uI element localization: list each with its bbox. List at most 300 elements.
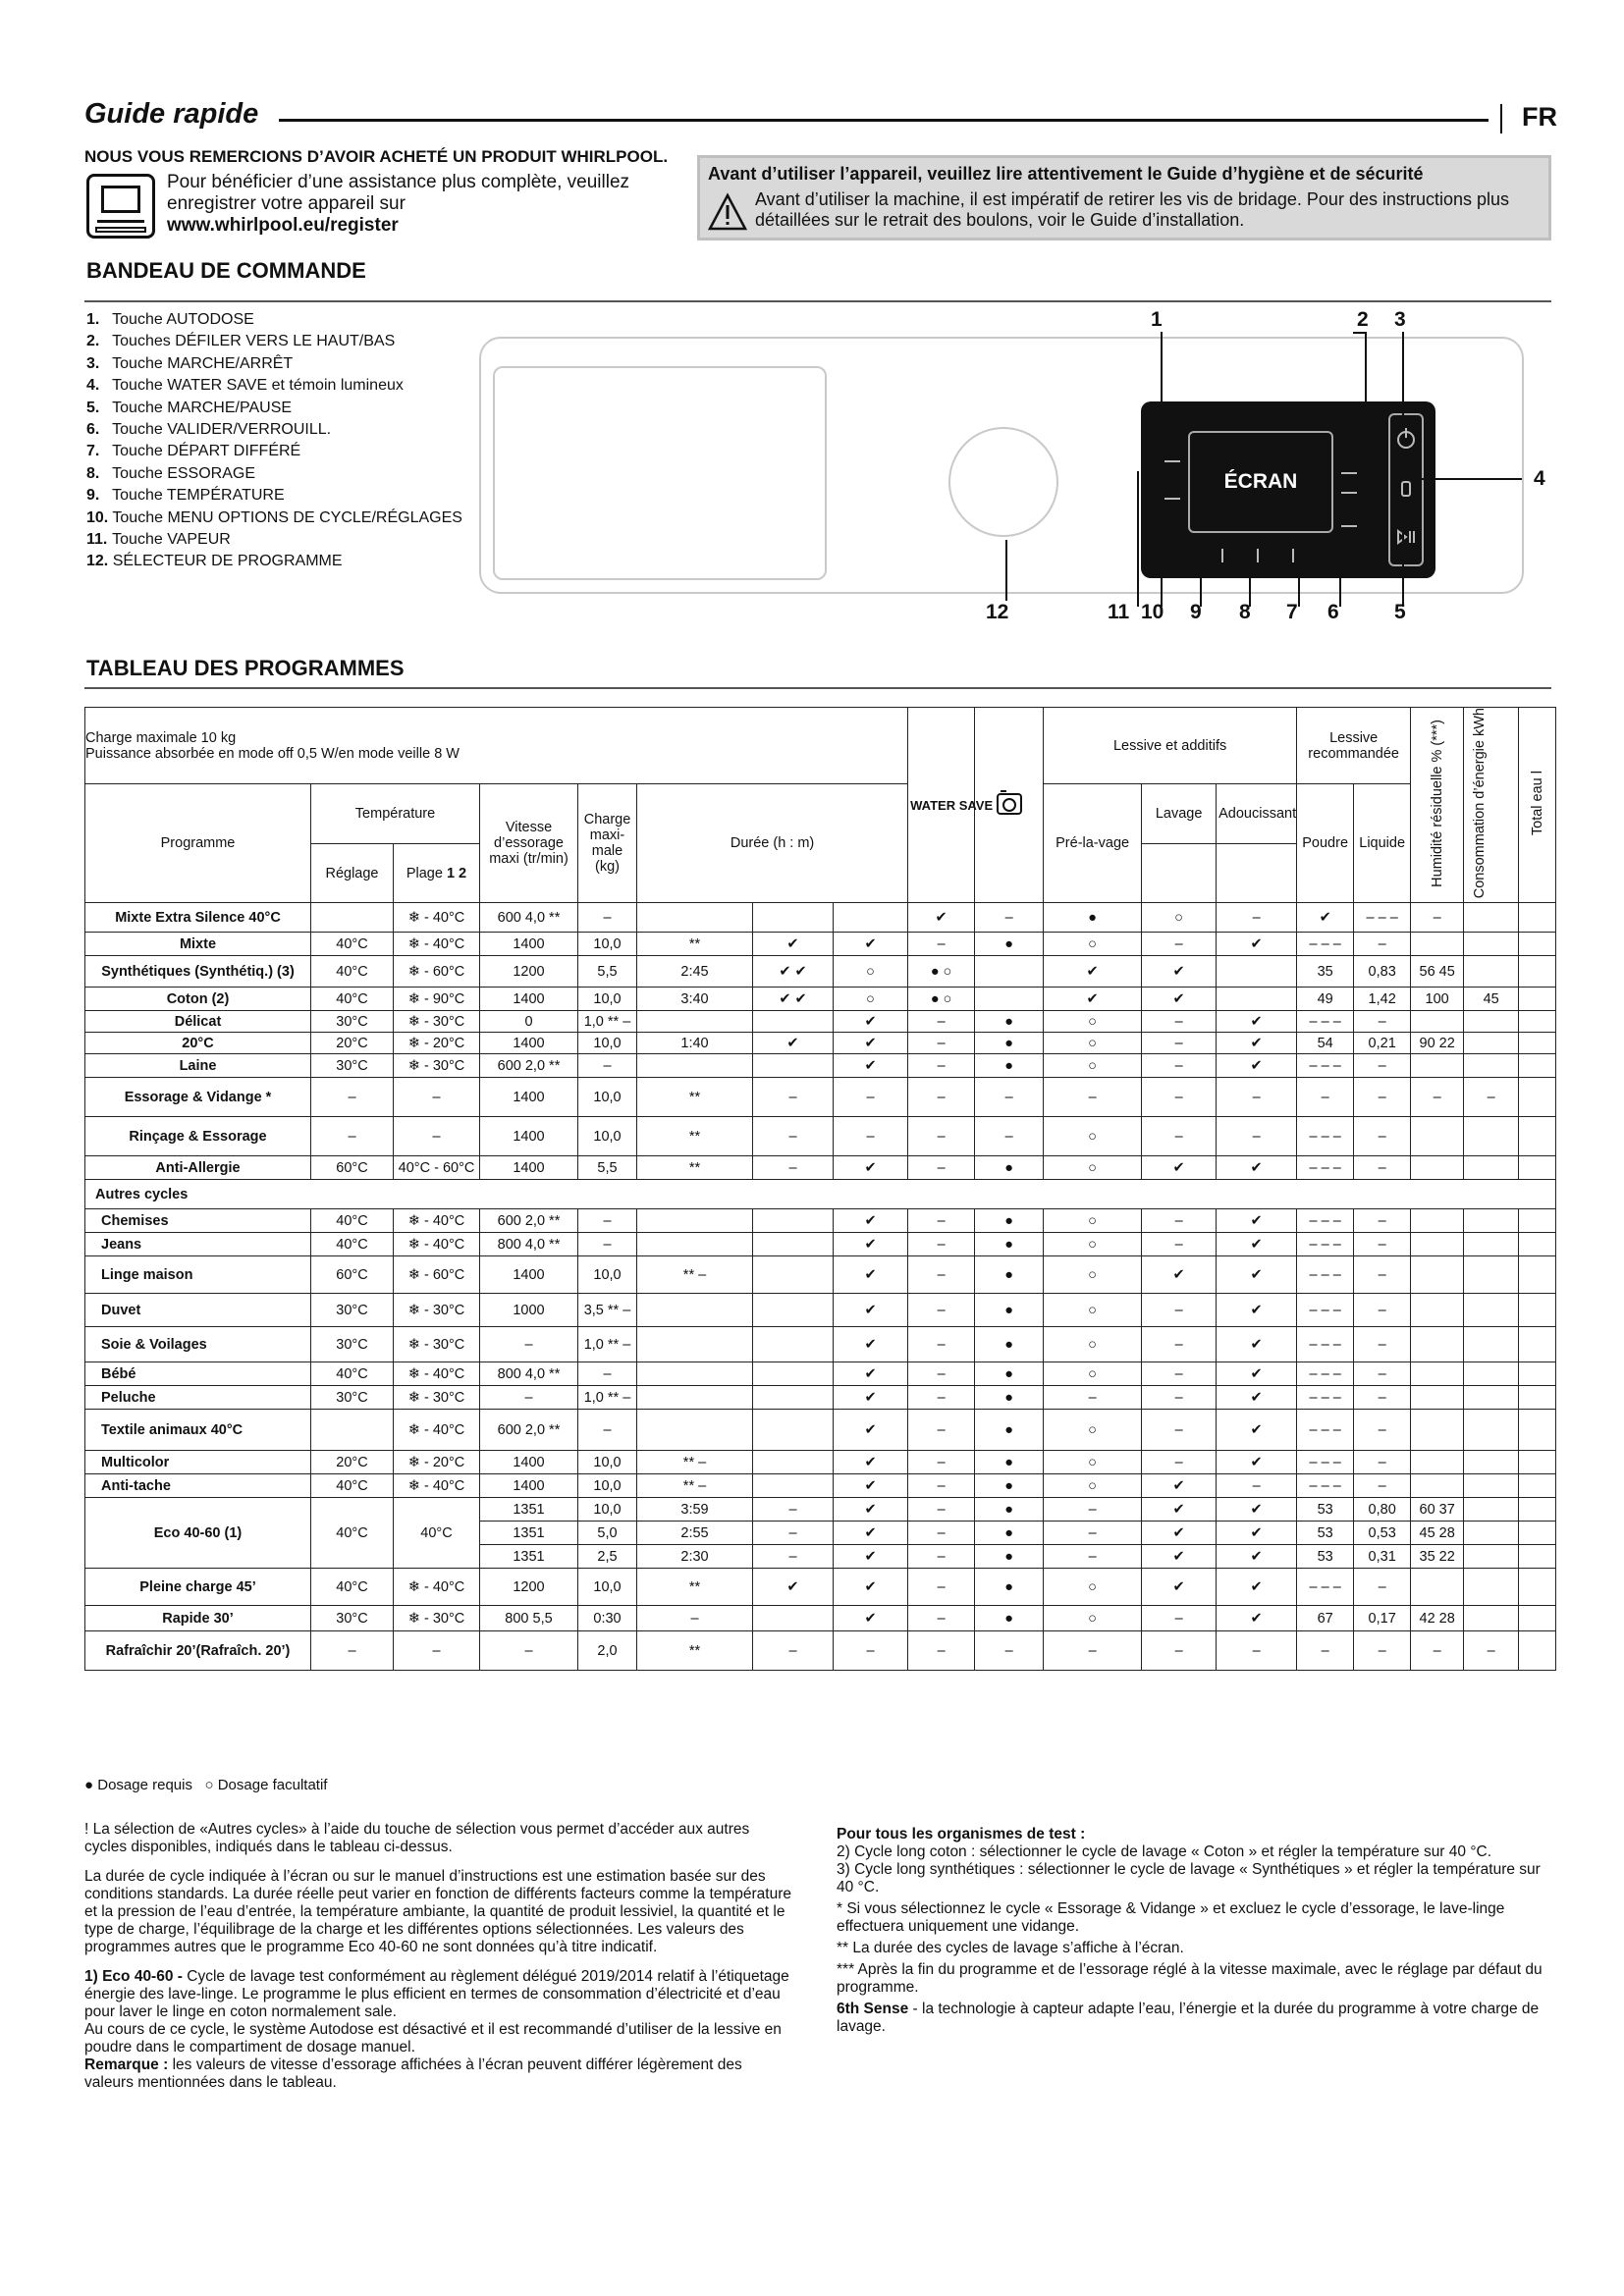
table-cell: 40°C <box>311 1209 394 1233</box>
table-cell: – <box>1354 1451 1411 1474</box>
table-cell: – <box>1354 1117 1411 1156</box>
table-row <box>85 1033 1556 1054</box>
table-cell <box>1411 1569 1464 1606</box>
autodose-key[interactable] <box>1164 460 1180 462</box>
table-cell: ** <box>637 1117 753 1156</box>
table-cell: 10,0 <box>578 988 637 1011</box>
table-cell: 3:59 <box>637 1498 753 1522</box>
table-cell: – <box>908 1294 975 1327</box>
table-row <box>85 1209 1556 1233</box>
notes-right <box>837 1826 1553 2048</box>
table-cell: 1400 <box>480 1033 578 1054</box>
warning-title: Avant d’utiliser l’appareil, veuillez lire attentivement le Guide d’hygiène et de sécurité <box>708 164 1424 184</box>
table-cell <box>1464 1410 1519 1451</box>
table-cell <box>1411 1362 1464 1386</box>
temperature-key[interactable] <box>1221 549 1223 562</box>
table-cell: ○ <box>1044 1606 1142 1631</box>
table-cell: – <box>1217 1474 1297 1498</box>
table-cell <box>1464 933 1519 956</box>
programs-table-body <box>85 903 1556 1671</box>
table-cell <box>637 903 753 933</box>
table-cell: ✔ <box>1217 1606 1297 1631</box>
table-cell: ○ <box>1044 933 1142 956</box>
table-cell: ○ <box>1044 1156 1142 1180</box>
water-save-header: WATER SAVE <box>908 708 975 903</box>
page-header <box>84 98 1557 141</box>
table-cell <box>1519 1606 1556 1631</box>
table-cell <box>1411 1256 1464 1294</box>
table-cell: – <box>975 1117 1044 1156</box>
register-url-link[interactable]: www.whirlpool.eu/register <box>167 215 399 236</box>
table-cell: 0,80 <box>1354 1498 1411 1522</box>
table-cell: ✔ <box>834 1156 908 1180</box>
table-cell: 0,31 <box>1354 1545 1411 1569</box>
table-cell: ● <box>975 1606 1044 1631</box>
callout-3: 3 <box>1394 308 1406 331</box>
table-cell: – <box>1142 1078 1217 1117</box>
table-cell: – <box>908 1117 975 1156</box>
table-cell <box>753 1233 834 1256</box>
washer-front-drawing <box>479 337 1524 594</box>
callout-6: 6 <box>1327 601 1339 623</box>
table-cell: ● <box>975 1386 1044 1410</box>
table-cell <box>1411 1011 1464 1033</box>
table-row <box>85 1327 1556 1362</box>
table-cell <box>637 1233 753 1256</box>
table-cell <box>1464 1256 1519 1294</box>
table-cell <box>1411 1054 1464 1078</box>
control-list-item: 6. Touche VALIDER/VERROUILL. <box>86 421 332 439</box>
table-cell: 600 2,0 ** <box>480 1209 578 1233</box>
table-cell <box>753 1606 834 1631</box>
table-cell: ○ <box>1044 1451 1142 1474</box>
callout-5: 5 <box>1394 601 1406 623</box>
table-cell <box>1464 1011 1519 1033</box>
table-cell: 0,53 <box>1354 1522 1411 1545</box>
table-cell: – <box>908 1209 975 1233</box>
table-cell: ✔ <box>1217 1569 1297 1606</box>
table-cell: – <box>1142 1386 1217 1410</box>
programs-title: TABLEAU DES PROGRAMMES <box>86 656 405 680</box>
table-cell: ● <box>975 1569 1044 1606</box>
table-cell <box>753 1054 834 1078</box>
table-cell: ✔ <box>1297 903 1354 933</box>
table-cell: 800 5,5 <box>480 1606 578 1631</box>
table-cell: 53 <box>1297 1498 1354 1522</box>
table-cell: – <box>1354 1011 1411 1033</box>
lessive-recommandee-header: Lessive recommandée <box>1297 708 1411 784</box>
table-cell: – <box>1217 1078 1297 1117</box>
language-code: FR <box>1522 102 1557 132</box>
table-cell: 1400 <box>480 1451 578 1474</box>
table-cell <box>637 1011 753 1033</box>
table-cell: – <box>1044 1386 1142 1410</box>
note-autres-cycles: ! La sélection de «Autres cycles» à l’aide du touche de sélection vous permet d’accéder aux autres cycles disponibles, indiqués dans le tableau ci-dessus. <box>84 1821 750 1855</box>
program-name: Soie & Voilages <box>85 1327 311 1362</box>
table-cell: – <box>1142 1054 1217 1078</box>
table-cell: – <box>908 1054 975 1078</box>
control-list-item: 12. SÉLECTEUR DE PROGRAMME <box>86 553 343 570</box>
table-cell <box>1464 1606 1519 1631</box>
table-cell: ✔ <box>1142 988 1217 1011</box>
table-cell: 1,0 ** – <box>578 1327 637 1362</box>
table-row <box>85 903 1556 933</box>
note-6th-sense: 6th Sense - la technologie à capteur adapte l’eau, l’énergie et la durée du programme à votre charge de lavage. <box>837 2001 1540 2035</box>
table-cell <box>1519 933 1556 956</box>
control-list-item: 2. Touches DÉFILER VERS LE HAUT/BAS <box>86 333 396 350</box>
table-cell: ○ <box>1142 903 1217 933</box>
table-cell <box>1411 1233 1464 1256</box>
table-cell: – <box>1044 1522 1142 1545</box>
control-list-item: 5. Touche MARCHE/PAUSE <box>86 399 293 416</box>
table-cell <box>637 1294 753 1327</box>
register-block <box>84 170 674 243</box>
table-cell: 1400 <box>480 988 578 1011</box>
table-info: Charge maximale 10 kg Puissance absorbée en mode off 0,5 W/en mode veille 8 W <box>85 708 908 784</box>
table-cell <box>1464 1209 1519 1233</box>
table-cell: – <box>1354 1209 1411 1233</box>
table-cell: ✔ <box>1217 1498 1297 1522</box>
table-cell <box>637 1410 753 1451</box>
table-cell: ❄ - 20°C <box>394 1033 480 1054</box>
table-cell: ✔ <box>834 1294 908 1327</box>
program-name: Coton (2) <box>85 988 311 1011</box>
table-cell: – <box>908 1156 975 1180</box>
table-cell: – <box>480 1386 578 1410</box>
table-cell: 20°C <box>311 1033 394 1054</box>
table-cell: ○ <box>1044 1474 1142 1498</box>
table-cell <box>1464 1054 1519 1078</box>
table-row <box>85 1180 1556 1209</box>
program-name: Rapide 30’ <box>85 1606 311 1631</box>
table-cell: ● <box>975 1156 1044 1180</box>
table-row <box>85 1410 1556 1451</box>
table-cell: – <box>1217 1631 1297 1671</box>
table-cell <box>1464 1156 1519 1180</box>
table-cell <box>1464 1386 1519 1410</box>
table-cell: ● <box>975 1327 1044 1362</box>
table-cell: 10,0 <box>578 1474 637 1498</box>
table-cell <box>1464 1294 1519 1327</box>
table-cell: ✔ <box>1142 1569 1217 1606</box>
autres-cycles-label: Autres cycles <box>85 1180 1556 1209</box>
table-cell <box>1519 1233 1556 1256</box>
table-cell: – <box>311 1631 394 1671</box>
table-cell: 30°C <box>311 1294 394 1327</box>
table-cell: ✔ <box>834 933 908 956</box>
table-cell: – <box>753 1545 834 1569</box>
humidite-header: Humidité résiduelle % (***) <box>1411 708 1464 903</box>
table-cell: 1400 <box>480 1256 578 1294</box>
callout-12: 12 <box>986 601 1009 623</box>
table-cell <box>1519 1078 1556 1117</box>
table-cell: ** – <box>637 1451 753 1474</box>
table-cell: ○ <box>1044 1569 1142 1606</box>
consommation-header: Consommation d’énergie kWh <box>1464 708 1519 903</box>
table-cell: – <box>311 1117 394 1156</box>
section-rule <box>84 300 1551 302</box>
program-name: Rinçage & Essorage <box>85 1117 311 1156</box>
table-row <box>85 1606 1556 1631</box>
table-cell: 1,0 ** – <box>578 1386 637 1410</box>
table-cell: – <box>908 1451 975 1474</box>
table-cell: – <box>1142 1410 1217 1451</box>
callout-1: 1 <box>1151 308 1163 331</box>
table-cell: ❄ - 40°C <box>394 1569 480 1606</box>
table-cell: – – – <box>1297 933 1354 956</box>
table-cell <box>1464 903 1519 933</box>
table-cell: – <box>908 1256 975 1294</box>
table-cell: 10,0 <box>578 1117 637 1156</box>
spin-key[interactable] <box>1257 549 1259 562</box>
warning-text: Avant d’utiliser la machine, il est impératif de retirer les vis de bridage. Pour des instructions plus détaillées sur le retrait des boulons, voir le Guide d’installation. <box>755 189 1510 230</box>
table-cell: ✔ <box>1044 988 1142 1011</box>
table-row <box>85 1362 1556 1386</box>
table-cell: ● <box>975 1474 1044 1498</box>
table-cell <box>1519 903 1556 933</box>
table-cell: ✔ <box>834 1474 908 1498</box>
table-cell <box>1519 1386 1556 1410</box>
table-cell <box>1411 1474 1464 1498</box>
table-cell: ✔ <box>1217 1209 1297 1233</box>
program-name: Duvet <box>85 1294 311 1327</box>
table-cell: 49 <box>1297 988 1354 1011</box>
validate-key[interactable] <box>1341 525 1357 527</box>
table-row <box>85 988 1556 1011</box>
table-cell: – <box>1354 1054 1411 1078</box>
note-star3: *** Après la fin du programme et de l’essorage réglé à la vitesse maximale, avec le réglage par défaut du programme. <box>837 1961 1543 1996</box>
table-cell: ○ <box>1044 1209 1142 1233</box>
table-cell <box>1519 1156 1556 1180</box>
table-cell: ● <box>975 1294 1044 1327</box>
table-cell: ○ <box>1044 1233 1142 1256</box>
table-cell: ✔ <box>834 1233 908 1256</box>
lessive-additifs-header: Lessive et additifs <box>1044 708 1297 784</box>
plage-header: Plage 1 2 <box>394 844 480 903</box>
table-cell <box>1519 1631 1556 1671</box>
table-cell: 60°C <box>311 1256 394 1294</box>
table-cell: ❄ - 30°C <box>394 1294 480 1327</box>
program-name: Laine <box>85 1054 311 1078</box>
register-line1: Pour bénéficier d’une assistance plus complète, veuillez <box>167 172 630 192</box>
table-cell: ✔ <box>1142 1156 1217 1180</box>
table-cell: 0,83 <box>1354 956 1411 988</box>
table-row <box>85 1078 1556 1117</box>
table-cell: – <box>1142 933 1217 956</box>
dosage-required-icon: ● <box>84 1777 94 1793</box>
table-cell: – <box>1297 1631 1354 1671</box>
table-cell: – <box>578 1233 637 1256</box>
table-cell: – <box>480 1631 578 1671</box>
table-cell: 3,5 ** – <box>578 1294 637 1327</box>
table-cell: 1200 <box>480 956 578 988</box>
table-cell <box>975 988 1044 1011</box>
scroll-up-key[interactable] <box>1341 472 1357 474</box>
table-cell: – <box>1044 1078 1142 1117</box>
table-cell <box>637 1054 753 1078</box>
table-cell: 2,5 <box>578 1545 637 1569</box>
program-name: Jeans <box>85 1233 311 1256</box>
table-cell: 35 22 <box>1411 1545 1464 1569</box>
charge-header: Charge maxi-male (kg) <box>578 784 637 903</box>
table-cell <box>637 1327 753 1362</box>
table-cell: – <box>753 1631 834 1671</box>
steam-key[interactable] <box>1164 498 1180 500</box>
table-cell: – <box>1354 1078 1411 1117</box>
table-cell: ✔ <box>1217 1451 1297 1474</box>
control-list-item: 1. Touche AUTODOSE <box>86 311 254 328</box>
table-cell <box>1519 1451 1556 1474</box>
table-cell: ○ <box>834 956 908 988</box>
program-name: Essorage & Vidange * <box>85 1078 311 1117</box>
table-cell: 30°C <box>311 1386 394 1410</box>
table-row <box>85 1498 1556 1522</box>
table-cell: ✔ <box>834 1011 908 1033</box>
section-rule <box>84 687 1551 689</box>
program-selector-knob[interactable] <box>948 427 1058 537</box>
table-cell <box>1464 1451 1519 1474</box>
program-name: Anti-tache <box>85 1474 311 1498</box>
table-cell: ** <box>637 1569 753 1606</box>
table-cell: ○ <box>1044 1256 1142 1294</box>
table-cell: ✔ <box>1142 956 1217 988</box>
table-cell <box>975 956 1044 988</box>
page-title: Guide rapide <box>84 98 259 130</box>
table-cell: ** <box>637 933 753 956</box>
table-cell: ❄ - 30°C <box>394 1327 480 1362</box>
table-cell: – – – <box>1297 1156 1354 1180</box>
program-name: Bébé <box>85 1362 311 1386</box>
table-cell: 5,5 <box>578 1156 637 1180</box>
table-cell: 60°C <box>311 1156 394 1180</box>
table-cell: ❄ - 40°C <box>394 1362 480 1386</box>
table-cell: ✔ <box>834 1569 908 1606</box>
table-cell: – <box>1354 1631 1411 1671</box>
callout-4: 4 <box>1534 467 1545 490</box>
warning-triangle-icon <box>708 193 747 231</box>
table-cell: ✔ <box>1217 1256 1297 1294</box>
table-cell: ○ <box>1044 1294 1142 1327</box>
control-list-item: 4. Touche WATER SAVE et témoin lumineux <box>86 377 404 395</box>
table-cell: – <box>908 1545 975 1569</box>
table-cell: 30°C <box>311 1011 394 1033</box>
table-cell: – <box>1142 1451 1217 1474</box>
table-cell: – <box>578 1362 637 1386</box>
table-cell: ● <box>975 1233 1044 1256</box>
table-cell: ✔ <box>1142 1474 1217 1498</box>
table-cell: 40°C <box>311 956 394 988</box>
table-cell: 45 28 <box>1411 1522 1464 1545</box>
table-cell: ✔ <box>834 1545 908 1569</box>
table-cell: ✔ <box>1142 1498 1217 1522</box>
table-cell: 40°C <box>311 988 394 1011</box>
table-cell: ✔ <box>834 1327 908 1362</box>
table-cell: ❄ - 40°C <box>394 1474 480 1498</box>
note-star1: * Si vous sélectionnez le cycle « Essorage & Vidange » et excluez le cycle d’essorage, le lave-linge effectuera uniquement une vidange. <box>837 1900 1505 1935</box>
table-cell: – <box>908 1474 975 1498</box>
table-cell: 40°C <box>311 1474 394 1498</box>
table-cell: – <box>480 1327 578 1362</box>
table-cell: ** <box>637 1156 753 1180</box>
control-panel-display <box>1141 401 1435 578</box>
table-cell: 40°C <box>311 1233 394 1256</box>
table-cell: – <box>578 903 637 933</box>
table-cell: ✔ <box>834 1209 908 1233</box>
power-icon[interactable] <box>1390 415 1422 562</box>
table-cell: – <box>975 1078 1044 1117</box>
table-cell: ● <box>975 1209 1044 1233</box>
table-cell <box>1519 1410 1556 1451</box>
table-cell: – – – <box>1297 1327 1354 1362</box>
table-cell: – <box>975 1631 1044 1671</box>
autodose-icon <box>995 788 1024 818</box>
table-cell <box>1519 1011 1556 1033</box>
table-cell <box>637 1386 753 1410</box>
table-row <box>85 1233 1556 1256</box>
table-cell <box>1519 1054 1556 1078</box>
callout-11: 11 <box>1108 601 1130 623</box>
table-cell: – <box>394 1078 480 1117</box>
table-cell: – <box>908 1033 975 1054</box>
table-cell <box>1519 1033 1556 1054</box>
table-cell: 20°C <box>311 1451 394 1474</box>
table-cell: ○ <box>1044 1011 1142 1033</box>
table-cell: – <box>753 1156 834 1180</box>
table-cell: ● <box>975 1545 1044 1569</box>
table-cell: ✔ <box>1142 1522 1217 1545</box>
table-cell: 800 4,0 ** <box>480 1362 578 1386</box>
table-cell <box>1464 1117 1519 1156</box>
table-cell: 10,0 <box>578 1569 637 1606</box>
program-name: Peluche <box>85 1386 311 1410</box>
table-cell: ● <box>1044 903 1142 933</box>
dosage-legend: ● Dosage requis ○ Dosage facultatif <box>84 1777 328 1793</box>
table-cell: – <box>1411 903 1464 933</box>
table-cell: – <box>1044 1498 1142 1522</box>
table-cell: ✔ <box>834 1054 908 1078</box>
table-cell: 2:30 <box>637 1545 753 1569</box>
table-cell <box>1519 1327 1556 1362</box>
program-name: Mixte Extra Silence 40°C <box>85 903 311 933</box>
table-cell: 2:45 <box>637 956 753 988</box>
table-cell: ○ <box>1044 1054 1142 1078</box>
table-cell: ✔ ✔ <box>753 956 834 988</box>
table-cell: 5,0 <box>578 1522 637 1545</box>
table-cell <box>1411 1294 1464 1327</box>
program-name: Linge maison <box>85 1256 311 1294</box>
table-cell: – <box>1354 1233 1411 1256</box>
table-cell: ✔ <box>1217 1011 1297 1033</box>
table-cell <box>1411 1156 1464 1180</box>
table-cell: – – – <box>1297 1386 1354 1410</box>
table-cell: – <box>1142 1117 1217 1156</box>
table-cell: – – – <box>1297 1362 1354 1386</box>
scroll-down-key[interactable] <box>1341 492 1357 494</box>
table-cell <box>1411 1386 1464 1410</box>
delay-start-key[interactable] <box>1292 549 1294 562</box>
table-cell: ✔ <box>1142 1256 1217 1294</box>
note-coton: 2) Cycle long coton : sélectionner le cycle de lavage « Coton » et régler la température sur 40 °C. <box>837 1843 1492 1860</box>
note-autodose: Au cours de ce cycle, le système Autodose est désactivé et il est recommandé d’utiliser de la lessive en poudre dans le compartiment de dosage manuel. <box>84 2021 782 2056</box>
table-cell: ❄ - 40°C <box>394 1233 480 1256</box>
table-cell <box>1519 1474 1556 1498</box>
table-cell: – <box>908 1410 975 1451</box>
table-cell: 1400 <box>480 1474 578 1498</box>
callout-7: 7 <box>1286 601 1298 623</box>
table-cell: ** – <box>637 1474 753 1498</box>
table-cell <box>1464 1033 1519 1054</box>
table-cell <box>1464 1327 1519 1362</box>
